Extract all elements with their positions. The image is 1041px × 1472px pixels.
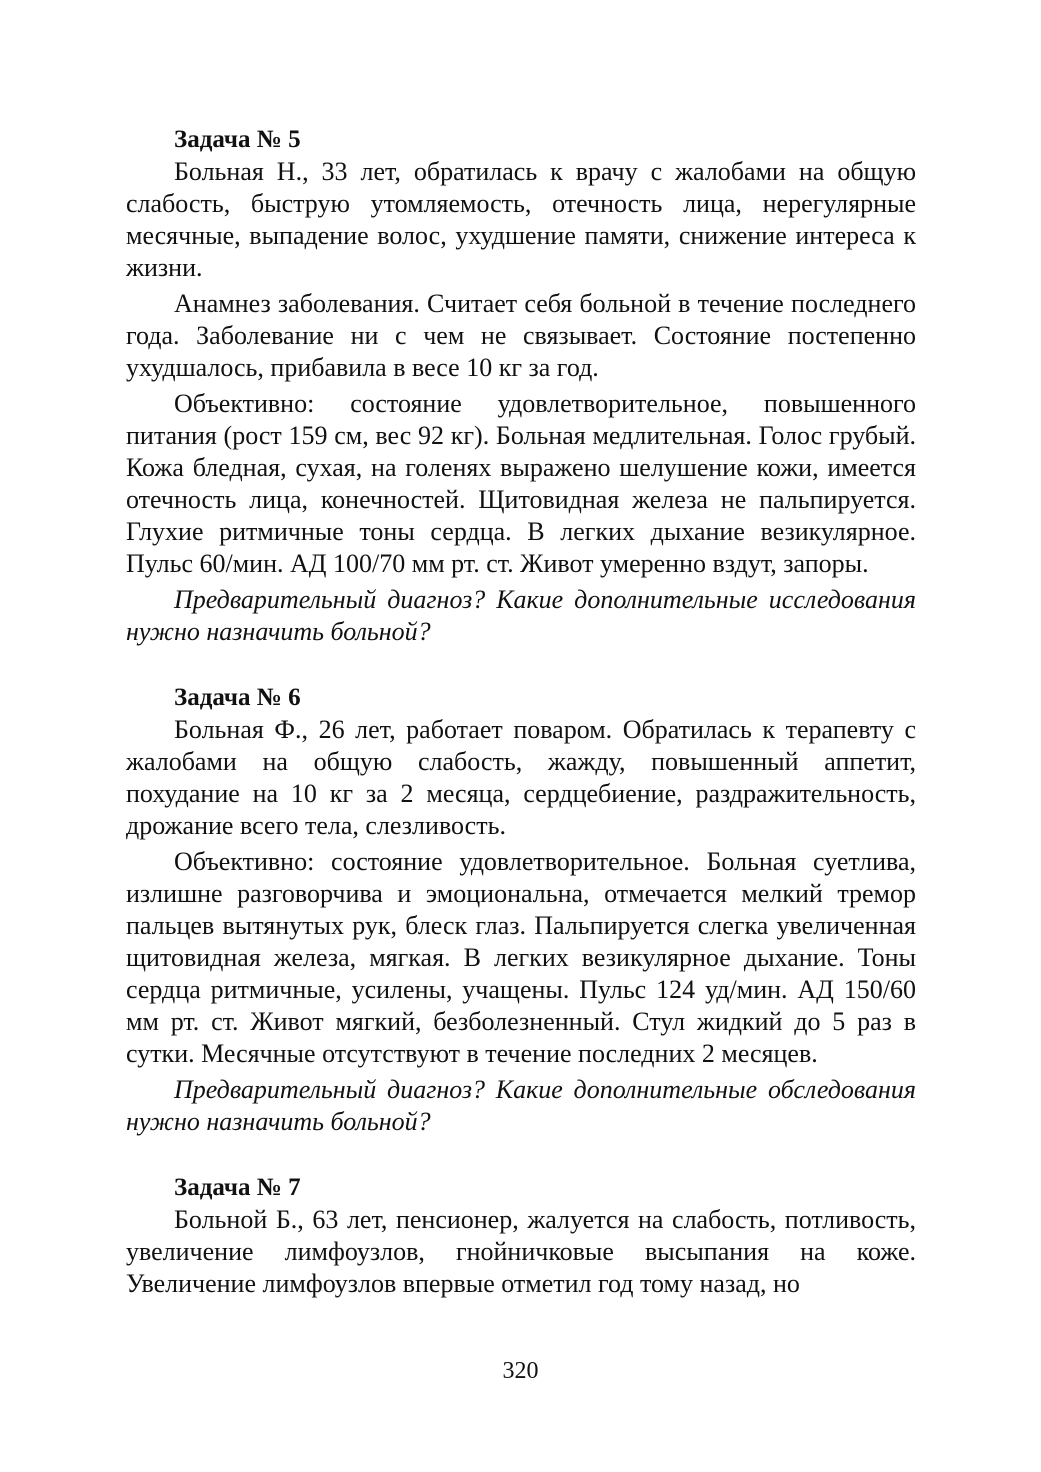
page-number: 320	[502, 1358, 539, 1384]
task-paragraph: Анамнез заболевания. Считает себя больной в течение последнего года. Заболевание ни с чем не связывает. Состояние постепенно ухудшалось, прибавила в весе 10 кг за год.	[126, 289, 916, 382]
page-content	[126, 124, 916, 1304]
task-paragraph: Объективно: состояние удовлетворительное, повышенного питания (рост 159 см, вес 92 кг). Больная медлительная. Голос грубый. Кожа бледная, сухая, на голенях выражено шелушение кожи, имеется отечность лица, конечностей. Щитовидная железа не пальпируется. Глухие ритмичные тоны сердца. В легких дыхание везикулярное. Пульс 60/мин. АД 100/70 мм рт. ст. Живот умеренно вздут, запоры.	[126, 389, 916, 578]
task-paragraph: Объективно: состояние удовлетворительное. Больная суетлива, излишне разговорчива и эмоциональна, отмечается мелкий тремор пальцев вытянутых рук, блеск глаз. Пальпируется слегка увеличенная щитовидная железа, мягкая. В легких везикулярное дыхание. Тоны сердца ритмичные, усилены, учащены. Пульс 124 уд/мин. АД 150/60 мм рт. ст. Живот мягкий, безболезненный. Стул жидкий до 5 раз в сутки. Месячные отсутствуют в течение последних 2 месяцев.	[126, 847, 916, 1068]
task-paragraph: Больная Н., 33 лет, обратилась к врачу с жалобами на общую слабость, быструю утомляемость, отечность лица, нерегулярные месячные, выпадение волос, ухудшение памяти, снижение интереса к жизни.	[126, 157, 916, 282]
task-7	[126, 1172, 916, 1300]
task-6	[126, 682, 916, 1138]
task-title: Задача № 5	[174, 126, 301, 153]
task-title: Задача № 6	[174, 684, 301, 711]
task-paragraph: Больная Ф., 26 лет, работает поваром. Обратилась к терапевту с жалобами на общую слабость, жажду, повышенный аппетит, похудание на 10 кг за 2 месяца, сердцебиение, раздражительность, дрожание всего тела, слезливость.	[126, 715, 916, 840]
task-title: Задача № 7	[174, 1174, 301, 1201]
task-question: Предварительный диагноз? Какие дополнительные исследования нужно назначить больной?	[126, 585, 916, 646]
task-paragraph: Больной Б., 63 лет, пенсионер, жалуется на слабость, потливость, увеличение лимфоузлов, гнойничковые высыпания на коже. Увеличение лимфоузлов впервые отметил год тому назад, но	[126, 1205, 916, 1298]
task-question: Предварительный диагноз? Какие дополнительные обследования нужно назначить больной?	[126, 1075, 916, 1136]
task-5	[126, 124, 916, 648]
